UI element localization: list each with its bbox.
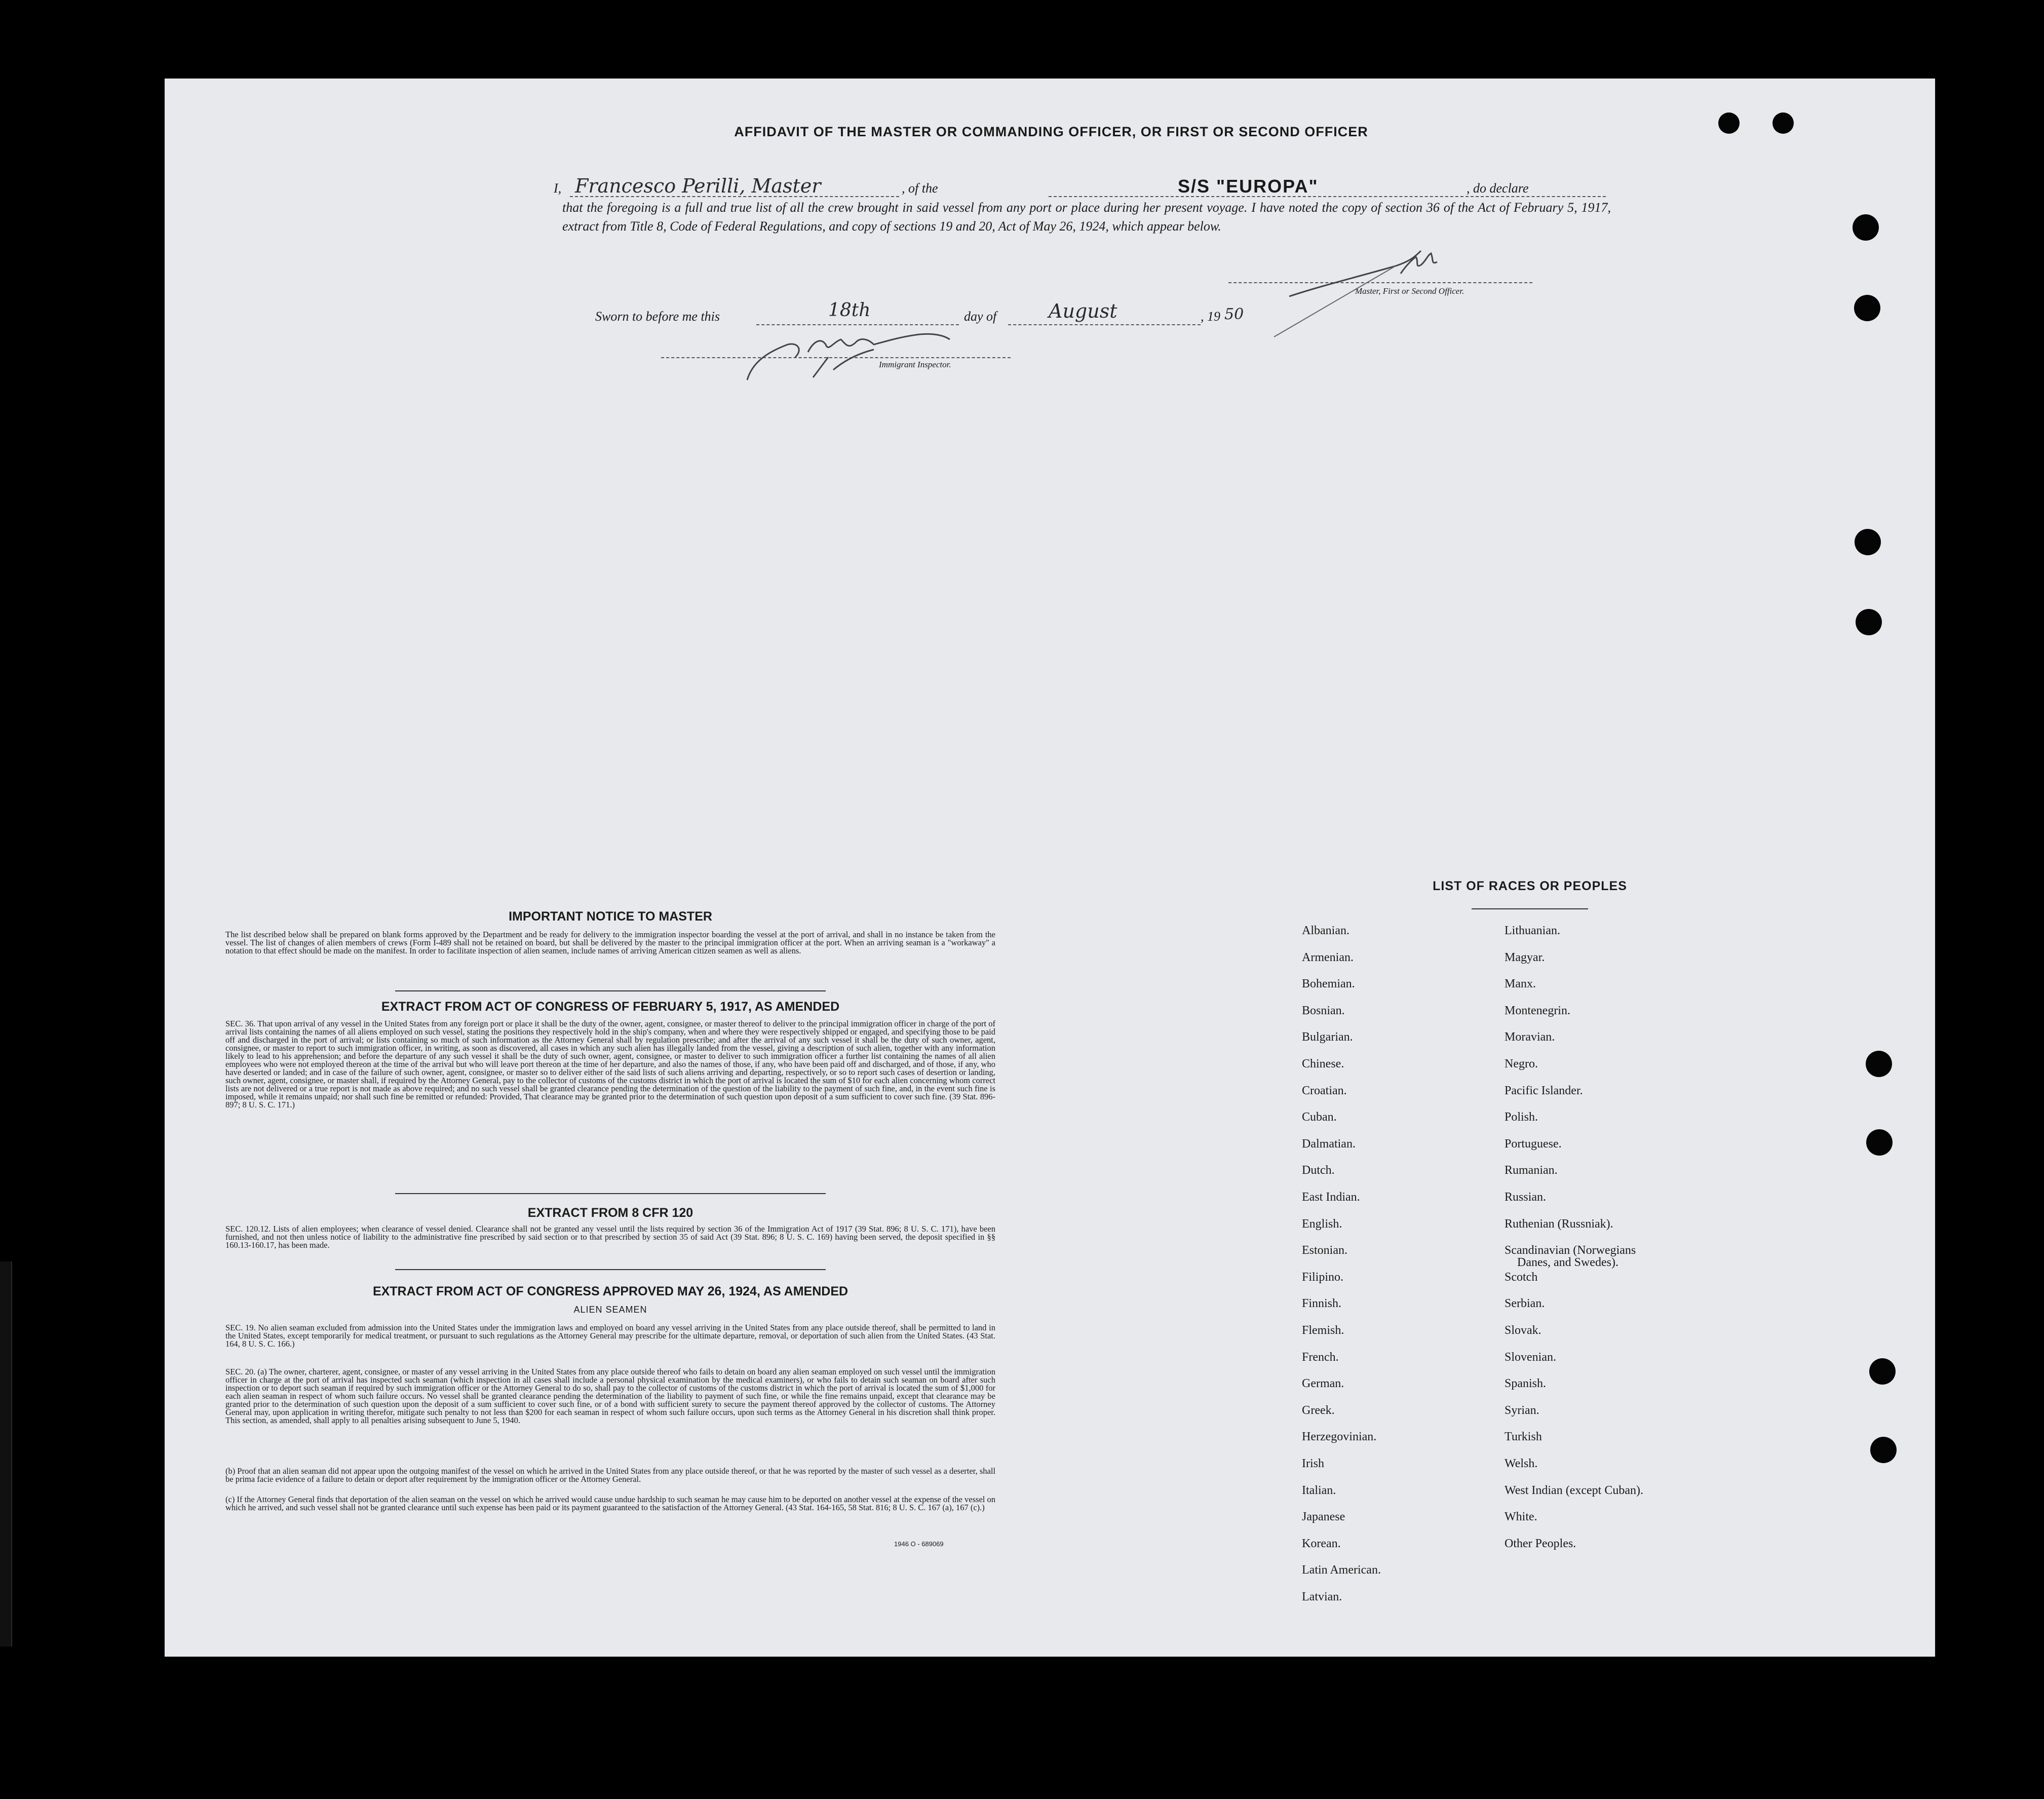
sworn-year-prefix: , 19 [1201,309,1220,324]
race-item: Estonian. [1302,1244,1347,1257]
inspector-caption: Immigrant Inspector. [879,360,951,369]
punch-hole [1855,529,1881,555]
vessel-name-stamped: S/S "EUROPA" [1178,176,1319,197]
notice-title: IMPORTANT NOTICE TO MASTER [509,909,712,924]
punch-hole [1853,214,1879,241]
race-item: Welsh. [1505,1457,1538,1470]
race-item: Herzegovinian. [1302,1430,1377,1444]
race-item: Portuguese. [1505,1137,1562,1151]
sworn-month-line [1008,324,1201,325]
race-item: Polish. [1505,1111,1538,1124]
extract-1924-subtitle: ALIEN SEAMEN [573,1305,647,1315]
sworn-day-of: day of [964,309,997,324]
race-item: Chinese. [1302,1057,1344,1070]
affidavit-title: AFFIDAVIT OF THE MASTER OR COMMANDING OFFICER, OR FIRST OR SECOND OFFICER [734,124,1368,139]
race-item: Syrian. [1505,1403,1539,1417]
diagonal-pen-stroke [1269,261,1401,342]
race-item: Manx. [1505,977,1536,991]
race-item: Slovak. [1505,1324,1541,1337]
affidavit-of-the: , of the [902,181,938,196]
vessel-line [1049,196,1606,197]
race-item: Negro. [1505,1057,1538,1070]
race-item: Slovenian. [1505,1350,1556,1364]
race-item: Danes, and Swedes). [1517,1256,1618,1270]
race-item: Korean. [1302,1537,1341,1550]
document-page [165,79,1935,1657]
printing-code: 1946 O - 689069 [894,1540,944,1548]
sworn-month-handwritten: August [1049,300,1117,322]
race-item: Dalmatian. [1302,1137,1356,1151]
extract-1917-title: EXTRACT FROM ACT OF CONGRESS OF FEBRUARY 5, 1917, AS AMENDED [381,1000,840,1014]
race-item: Finnish. [1302,1297,1342,1311]
sworn-year-handwritten: 50 [1224,305,1244,323]
sworn-day-handwritten: 18th [828,300,871,321]
race-item: Bosnian. [1302,1004,1345,1017]
race-item: French. [1302,1350,1339,1364]
sworn-prefix: Sworn to before me this [595,309,720,324]
section-rule [395,990,826,991]
race-item: Latvian. [1302,1590,1342,1603]
punch-hole [1866,1129,1893,1156]
extract-1924-title: EXTRACT FROM ACT OF CONGRESS APPROVED MAY 26, 1924, AS AMENDED [372,1284,849,1298]
affidavit-do-declare: , do declare [1467,181,1529,196]
race-item: Pacific Islander. [1505,1084,1583,1097]
race-item: Lithuanian. [1505,924,1560,937]
extract-1924-sec20b: (b) Proof that an alien seaman did not appear upon the outgoing manifest of the vessel on which he arrived in the United States from any place outside thereof, or that he was reported by the master of such vessel as a deserter, shall be prima facie evidence of a failure to detain or deport after requirement by the immigration officer or the Attorney General. [225,1466,995,1484]
race-item: Bohemian. [1302,977,1355,991]
section-rule [395,1193,826,1194]
race-item: Bulgarian. [1302,1030,1353,1044]
race-item: Magyar. [1505,950,1545,964]
race-item: Other Peoples. [1505,1537,1576,1550]
punch-hole [1870,1437,1897,1463]
race-item: Irish [1302,1457,1324,1470]
extract-1924-sec20c: (c) If the Attorney General finds that deportation of the alien seaman on the vessel on which he arrived would cause undue hardship to such seaman he may cause him to be deported on another vessel at the expense of the vessel on which he arrived, and such vessel shall not be granted clearance until such expense has been paid or its payment guaranteed to the satisfaction of the Attorney General. (43 Stat. 164-165, 58 Stat. 816; 8 U. S. C. 167 (a), 167 (c).) [225,1495,995,1512]
punch-hole [1866,1051,1892,1077]
inspector-signature-image [732,322,995,382]
extract-cfr-title: EXTRACT FROM 8 CFR 120 [527,1206,693,1220]
punch-hole [1856,609,1882,635]
extract-cfr-text: SEC. 120.12. Lists of alien employees; when clearance of vessel denied. Clearance shall not be granted any vessel until the lists required by section 36 of the Immigration Act of 1917 (39 Stat. 896; 8 U. S. C. 171), have been furnished, and not then unless notice of liability to the administrative fine prescribed by said section or to that prescribed by section 35 of said Act (39 Stat. 896; 8 U. S. C. 169) having been served, the deposit specified in §§ 160.13-160.17, has been made. [225,1224,995,1250]
punch-hole [1869,1358,1896,1385]
race-item: Moravian. [1505,1030,1555,1044]
race-item: Serbian. [1505,1297,1545,1311]
extract-1924-sec19: SEC. 19. No alien seaman excluded from admission into the United States under the immigration laws and employed on board any vessel arriving in the United States from any place outside thereof, shall be permitted to land in the United States, except temporarily for medical treatment, or pursuant to such regulations as the Attorney General may prescribe for the ultimate departure, removal, or deportation of such alien from the United States. (43 Stat. 164, 8 U. S. C. 166.) [225,1323,995,1349]
race-item: Russian. [1505,1191,1547,1204]
race-item: English. [1302,1217,1342,1231]
scan-edge-strip [0,1261,12,1647]
punch-hole [1854,295,1880,321]
extract-1917-text: SEC. 36. That upon arrival of any vessel in the United States from any foreign port or place it shall be the duty of the owner, agent, consignee, or master thereof to deliver to the principal immigration officer in charge of the port of arrival lists containing the names of all aliens employed on such vessel, stating the positions they respectively hold in the ship's company, when and where they were respectively shipped or engaged, and specifying those to be paid off and discharged in the port of arrival; or lists containing so much of such information as the Attorney General shall by regulation prescribe; and after the arrival of any such vessel it shall be the duty of such owner, agent, consignee, or master to report to such immigration officer, in writing, as soon as discovered, all cases in which any such alien has illegally landed from the vessel, giving a description of such alien, together with any information likely to lead to his apprehension; and before the departure of any such vessel it shall be the duty of such owner, agent, consignee, or master to deliver to such immigration officer a further list containing the names of all alien employees who were not employed thereon at the time of the arrival but who will leave port thereon at the time of her departure, and also the names of those, if any, who have been paid off and discharged, and of those, if any, who have deserted or landed; and in case of the failure of such owner, agent, consignee, or master so to deliver either of the said lists of such aliens arriving and departing, respectively, or so to report such cases of desertion or landing, such owner, agent, consignee, or master shall, if required by the Attorney General, pay to the collector of customs of the customs district in which the port of arrival is located the sum of $10 for each alien concerning whom correct lists are not delivered or a true report is not made as above required; and no such vessel shall be granted clearance pending the determination of the question of the liability to the payment of such fine, and, in the event such fine is imposed, while it remains unpaid; nor shall such fine be remitted or refunded: Provided, That clearance may be granted prior to the determination of such question upon deposit of a sum sufficient to cover such fine. (39 Stat. 896-897; 8 U. S. C. 171.) [225,1019,995,1109]
race-item: Japanese [1302,1510,1345,1524]
race-item: Flemish. [1302,1324,1344,1337]
race-item: Armenian. [1302,950,1354,964]
race-item: Scotch [1505,1270,1538,1284]
race-item: Albanian. [1302,924,1349,937]
races-title-rule [1472,908,1588,909]
race-item: East Indian. [1302,1191,1360,1204]
race-item: West Indian (except Cuban). [1505,1483,1643,1497]
race-item: Spanish. [1505,1377,1547,1391]
race-item: Latin American. [1302,1563,1381,1577]
affidavit-body: that the foregoing is a full and true list of all the crew brought in said vessel from any port or place during her present voyage. I have noted the copy of section 36 of the Act of February 5, 1917, extract from Title 8, Code of Federal Regulations, and copy of sections 19 and 20, Act of May 26, 1924, which appear below. [562,200,1611,234]
race-item: Montenegrin. [1505,1004,1570,1017]
extract-1924-sec20a: SEC. 20. (a) The owner, charterer, agent, consignee, or master of any vessel arriving in the United States from any place outside thereof who fails to detain on board any alien seaman employed on such vessel until the immigration officer in charge at the port of arrival has inspected such seaman (which inspection in all cases shall include a personal physical examination by the medical examiners), or who fails to detain such seaman on board after such inspection or to deport such seaman if required by such immigration officer or the Attorney General to do so, shall pay to the collector of customs of the customs district in which the port of arrival is located the sum of $1,000 for each alien seaman in respect of whom such failure occurs. No vessel shall be granted clearance pending the determination of the liability to payment of such fine, or while the fine remains unpaid, except that clearance may be granted prior to the determination of such question upon the deposit of a sum sufficient to cover such fine, or of a bond with sufficient surety to secure the payment thereof approved by the collector of customs. The Attorney General may, upon application in writing therefor, mitigate such penalty to not less than $200 for each seaman in respect of whom such failure occurs, upon such terms as the Attorney General in his discretion shall think proper. This section, as amended, shall apply to all penalties arising subsequent to June 5, 1940. [225,1367,995,1425]
race-item: Rumanian. [1505,1164,1558,1177]
race-item: Greek. [1302,1403,1335,1417]
race-item: Ruthenian (Russniak). [1505,1217,1613,1231]
section-rule [395,1269,826,1270]
notice-text: The list described below shall be prepared on blank forms approved by the Department and be ready for delivery to the immigration inspector boarding the vessel at the port of arrival, and shall in no instance be taken from the vessel. The list of changes of alien members of crews (Form I-489 shall not be retained on board, but shall be delivered by the master to the principal immigration officer at the port. When an arriving seaman is a "workaway" a notation to that effect should be made on the manifest. In order to facilitate inspection of alien seamen, include names of arriving American citizen seamen as well as aliens. [225,930,995,955]
race-item: Croatian. [1302,1084,1347,1097]
race-item: Italian. [1302,1483,1336,1497]
race-item: Scandinavian (Norwegians [1505,1244,1636,1257]
master-signature-caption: Master, First or Second Officer. [1355,286,1464,296]
punch-hole [1772,112,1794,134]
race-item: Filipino. [1302,1270,1344,1284]
race-item: Cuban. [1302,1111,1337,1124]
race-item: German. [1302,1377,1344,1391]
races-title: LIST OF RACES OR PEOPLES [1433,879,1627,893]
race-item: Turkish [1505,1430,1542,1444]
race-item: Dutch. [1302,1164,1335,1177]
race-item: White. [1505,1510,1537,1524]
punch-hole [1718,112,1740,134]
affidavit-i-prefix: I, [554,181,562,196]
master-name-handwritten: Francesco Perilli, Master [575,175,821,197]
